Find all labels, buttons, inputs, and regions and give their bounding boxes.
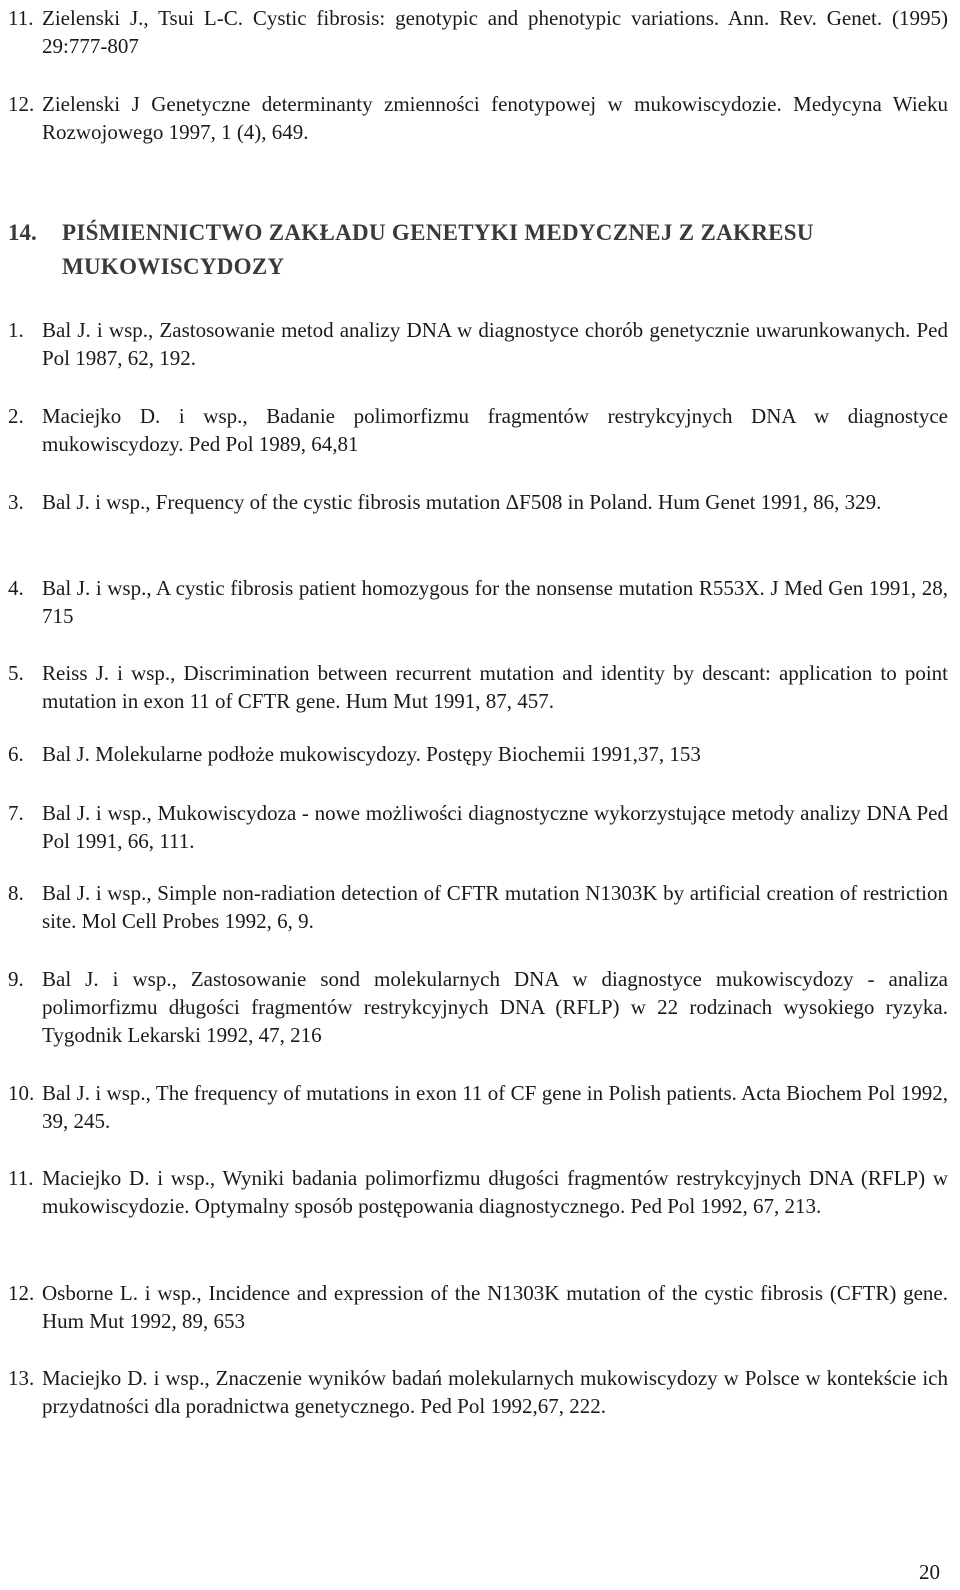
reference-number: 11. [8,1166,34,1190]
reference-item [8,488,948,516]
reference-item [8,1364,948,1420]
reference-text: Bal J. i wsp., Frequency of the cystic fibrosis mutation ΔF508 in Poland. Hum Genet 1991, 86, 329. [42,490,882,514]
page-number: 20 [919,1560,940,1584]
reference-text: Bal J. i wsp., Zastosowanie metod analizy DNA w diagnostyce chorób genetycznie uwarunkowanych. Ped Pol 1987, 62, 192. [42,318,948,370]
reference-item [8,4,948,60]
reference-item [8,879,948,935]
reference-text: Maciejko D. i wsp., Badanie polimorfizmu fragmentów restrykcyjnych DNA w diagnostyce mukowiscydozy. Ped Pol 1989, 64,81 [42,404,948,456]
reference-number: 12. [8,92,35,116]
reference-number: 4. [8,576,24,600]
reference-number: 9. [8,967,24,991]
reference-item [8,965,948,1049]
reference-item [8,316,948,372]
reference-item [8,740,948,768]
reference-text: Bal J. i wsp., Mukowiscydoza - nowe możliwości diagnostyczne wykorzystujące metody analizy DNA Ped Pol 1991, 66, 111. [42,801,948,853]
reference-item [8,1079,948,1135]
reference-number: 2. [8,404,24,428]
reference-item [8,574,948,630]
reference-text: Maciejko D. i wsp., Wyniki badania polimorfizmu długości fragmentów restrykcyjnych DNA (RFLP) w mukowiscydozie. Optymalny sposób postępowania diagnostycznego. Ped Pol 1992, 67, 213. [42,1166,948,1218]
reference-text: Bal J. i wsp., Simple non-radiation detection of CFTR mutation N1303K by artificial creation of restriction site. Mol Cell Probes 1992, 6, 9. [42,881,948,933]
reference-text: Zielenski J., Tsui L-C. Cystic fibrosis: genotypic and phenotypic variations. Ann. Rev. Genet. (1995) 29:777-807 [42,6,948,58]
reference-text: Bal J. Molekularne podłoże mukowiscydozy. Postępy Biochemii 1991,37, 153 [42,742,701,766]
reference-item [8,1279,948,1335]
reference-text: Bal J. i wsp., A cystic fibrosis patient homozygous for the nonsense mutation R553X. J Med Gen 1991, 28, 715 [42,576,948,628]
reference-number: 5. [8,661,24,685]
reference-number: 3. [8,490,24,514]
reference-text: Zielenski J Genetyczne determinanty zmienności fenotypowej w mukowiscydozie. Medycyna Wieku Rozwojowego 1997, 1 (4), 649. [42,92,948,144]
section-heading [8,216,920,284]
reference-item [8,402,948,458]
reference-text: Osborne L. i wsp., Incidence and expression of the N1303K mutation of the cystic fibrosis (CFTR) gene. Hum Mut 1992, 89, 653 [42,1281,948,1333]
reference-number: 12. [8,1281,35,1305]
reference-item [8,659,948,715]
reference-number: 1. [8,318,24,342]
reference-item [8,1164,948,1220]
reference-number: 13. [8,1366,35,1390]
reference-text: Maciejko D. i wsp., Znaczenie wyników badań molekularnych mukowiscydozy w Polsce w kontekście ich przydatności dla poradnictwa genetycznego. Ped Pol 1992,67, 222. [42,1366,948,1418]
reference-number: 10. [8,1081,35,1105]
reference-text: Reiss J. i wsp., Discrimination between recurrent mutation and identity by descant: application to point mutation in exon 11 of CFTR gene. Hum Mut 1991, 87, 457. [42,661,948,713]
reference-text: Bal J. i wsp., Zastosowanie sond molekularnych DNA w diagnostyce mukowiscydozy - analiza polimorfizmu długości fragmentów restrykcyjnych DNA (RFLP) w 22 rodzinach wysokiego ryzyka. Tygodnik Lekarski 1992, 47, 216 [42,967,948,1047]
reference-text: Bal J. i wsp., The frequency of mutations in exon 11 of CF gene in Polish patients. Acta Biochem Pol 1992, 39, 245. [42,1081,948,1133]
reference-item [8,90,948,146]
reference-item [8,799,948,855]
reference-number: 7. [8,801,24,825]
reference-number: 6. [8,742,24,766]
reference-number: 8. [8,881,24,905]
reference-number: 11. [8,6,34,30]
section-title: PIŚMIENNICTWO ZAKŁADU GENETYKI MEDYCZNEJ Z ZAKRESU MUKOWISCYDOZY [62,220,814,279]
section-number: 14. [8,220,37,245]
